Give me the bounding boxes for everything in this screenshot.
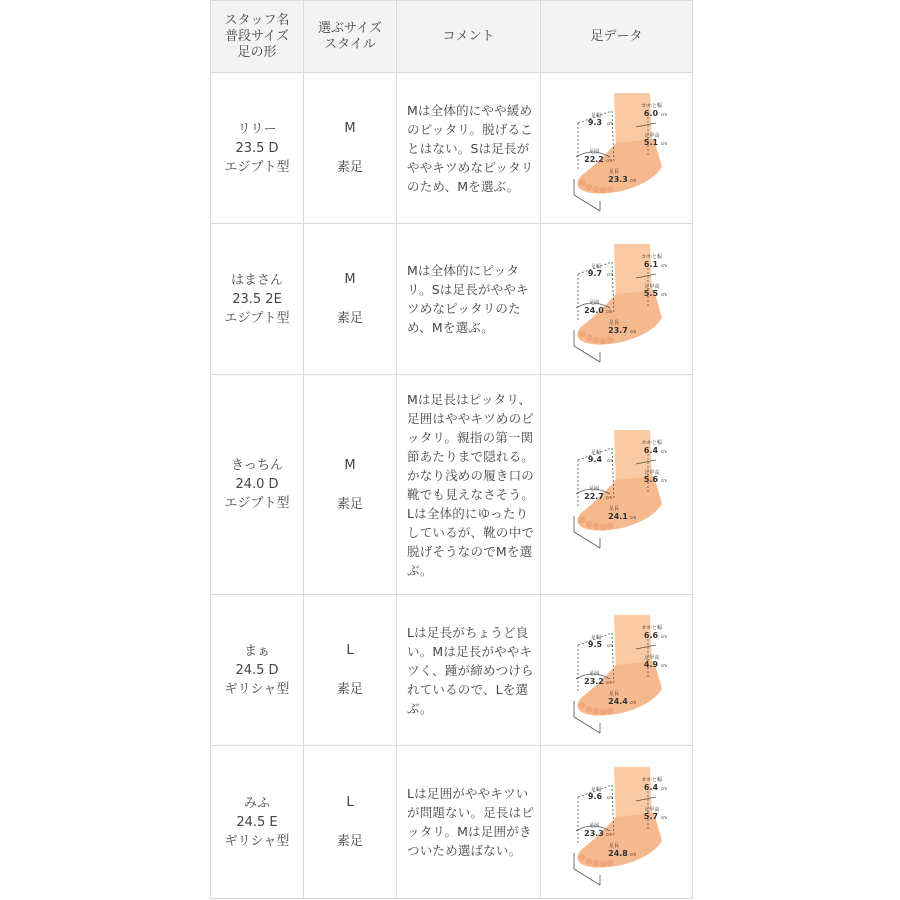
label-length-caption: 足長 [608,169,619,175]
foot-diagram [552,420,682,550]
toe-shape [592,337,599,344]
label-girth-caption: 足囲 [588,300,599,306]
usual-size: 24.5 D [235,662,279,678]
chosen-size: M [344,457,356,473]
guide-line [574,346,600,362]
label-instep-caption: 足甲高 [643,469,660,476]
unit-label: cm [660,141,667,146]
label-foot-width-caption: 足幅 [590,449,601,456]
unit-label: cm [660,786,667,791]
comment-text: Mは全体的にピッタリ。Sは足長がややキツめなピッタリのため、Mを選ぶ。 [407,263,529,335]
value-instep-height: 5.7 [643,812,658,821]
value-heel-width: 6.4 [643,783,658,792]
foot-shape: ギリシャ型 [224,681,290,697]
staff-cell [211,73,304,224]
foot-data-cell [541,375,693,595]
label-girth-caption: 足囲 [588,823,599,829]
usual-size: 23.5 2E [232,291,282,307]
foot-diagram [552,605,682,735]
value-girth: 24.0 [583,306,604,315]
unit-label: cm [605,309,612,314]
usual-size: 24.0 D [235,477,279,492]
label-girth-caption: 足囲 [588,671,599,677]
staff-name: リリー [237,121,277,137]
comment-cell [397,595,541,746]
toe-shape [599,187,606,194]
toe-shape [578,180,585,187]
value-heel-width: 6.4 [643,445,658,455]
foot-data-cell [541,595,693,746]
staff-cell [211,746,304,899]
unit-label: cm [660,292,667,297]
unit-label: cm [629,329,636,334]
unit-label: cm [660,448,667,454]
value-instep-height: 5.6 [643,474,658,484]
toe-shape [592,186,599,193]
table-row [211,73,693,224]
unit-label: cm [606,795,613,800]
toe-shape [606,708,613,715]
foot-diagram [552,234,682,364]
header-staff [211,1,304,73]
label-length-caption: 足長 [608,691,619,697]
value-foot-width: 9.3 [587,118,602,127]
style: 素足 [336,496,363,512]
table-row [211,375,693,595]
toe-shape [585,858,592,865]
comment-cell [397,375,541,595]
chosen-size: M [344,121,356,136]
staff-cell [211,595,304,746]
comment-cell [397,224,541,375]
toe-shape [599,338,606,345]
size-style-cell [304,746,397,899]
label-foot-width-caption: 足幅 [590,787,601,793]
toe-shape [606,522,613,529]
foot-diagram [552,83,682,213]
toe-shape [606,186,613,193]
value-foot-width: 9.7 [587,269,602,278]
toe-shape [578,854,585,861]
value-heel-width: 6.6 [643,631,658,640]
header-foot-data: 足データ [541,1,693,73]
style: 素足 [336,311,363,326]
unit-label: cm [605,680,612,685]
unit-label: cm [629,514,636,520]
foot-shape: エジプト型 [224,496,290,511]
label-foot-width-caption: 足幅 [590,264,601,270]
header-style: スタイル [324,36,376,52]
comment-text: Lは足囲がややキツいが問題ない。足長はピッタリ。Mは足囲がきついため選ばない。 [407,786,535,858]
value-foot-width: 9.6 [587,792,602,801]
chosen-size: M [344,272,356,287]
header-comment: コメント [397,1,541,73]
table-row [211,746,693,899]
label-heel-width-caption: かかと幅 [641,254,662,260]
unit-label: cm [660,263,667,268]
toe-shape [585,520,592,527]
toe-shape [592,708,599,715]
usual-size: 24.5 E [236,814,278,830]
unit-label: cm [629,700,636,705]
value-instep-height: 5.5 [643,289,658,298]
value-girth: 22.2 [583,155,604,164]
style: 素足 [336,834,363,849]
label-instep-caption: 足甲高 [643,284,660,290]
header-staff-name: スタッフ名 [224,12,290,28]
toe-shape [578,331,585,338]
unit-label: cm [606,121,613,126]
toe-shape [599,709,606,716]
label-girth-caption: 足囲 [588,485,599,492]
toe-shape [578,702,585,709]
unit-label: cm [660,815,667,820]
unit-label: cm [660,112,667,117]
label-foot-width-caption: 足幅 [590,113,601,119]
staff-name: まぁ [243,643,270,659]
label-length-caption: 足長 [608,843,619,849]
foot-data-cell [541,746,693,899]
foot-data-cell [541,73,693,224]
comment-text: Mは足長はピッタリ、足囲はややキツめのピッタリ。親指の第一関節あたりまで隠れる。かなり浅めの履き口の靴でも見えなさそう。Lは全体的にゆったりしているが、靴の中で脱げそうなのでMを選ぶ。 [407,391,535,578]
foot-diagram [552,757,682,887]
unit-label: cm [660,634,667,639]
value-instep-height: 5.1 [643,138,658,147]
value-length: 24.8 [607,849,628,858]
staff-cell [211,375,304,595]
value-foot-width: 9.4 [587,454,602,464]
label-girth-caption: 足囲 [588,149,599,155]
staff-cell [211,224,304,375]
label-instep-caption: 足甲高 [643,807,660,813]
size-style-cell [304,375,397,595]
size-table-container [210,0,690,899]
label-heel-width-caption: かかと幅 [641,625,662,631]
table-row [211,224,693,375]
guide-line [574,195,600,211]
comment-cell [397,73,541,224]
toe-shape [585,706,592,713]
guide-line [574,869,600,885]
foot-data-cell [541,224,693,375]
toe-shape [578,516,585,523]
label-heel-width-caption: かかと幅 [641,777,662,783]
label-length-caption: 足長 [608,505,619,512]
comment-text: Lは足長がちょうど良い。Mは足長がややキツく、踵が締めつけられているので、Lを選ぶ。 [407,624,534,716]
label-instep-caption: 足甲高 [643,655,660,661]
toe-shape [592,522,599,529]
unit-label: cm [605,832,612,837]
size-style-cell [304,73,397,224]
value-heel-width: 6.1 [643,260,658,269]
chosen-size: L [346,643,354,658]
unit-label: cm [606,457,613,463]
toe-shape [585,335,592,342]
comment-text: Mは全体的にやや緩めのピッタリ。脱げることはない。Sは足長がややキツめなピッタリのため、Mを選ぶ。 [407,102,534,194]
header-chosen-size: 選ぶサイズ [318,20,382,36]
chosen-size: L [346,795,354,810]
header-row [211,1,693,73]
value-heel-width: 6.0 [643,109,658,118]
staff-name: みふ [243,795,270,811]
label-length-caption: 足長 [608,320,619,326]
label-heel-width-caption: かかと幅 [641,103,662,109]
usual-size: 23.5 D [235,140,279,156]
staff-name: はまさん [230,272,283,288]
header-foot-shape: 足の形 [237,44,277,60]
value-length: 23.7 [607,326,628,335]
value-length: 24.1 [607,511,628,521]
size-style-cell [304,224,397,375]
unit-label: cm [606,643,613,648]
staff-name: きっちん [230,458,283,473]
style: 素足 [336,160,363,175]
guide-line [574,532,600,548]
toe-shape [606,860,613,867]
value-length: 23.3 [607,175,628,184]
value-foot-width: 9.5 [587,640,602,649]
foot-shape: エジプト型 [224,159,290,175]
unit-label: cm [605,494,612,500]
size-style-cell [304,595,397,746]
toe-shape [585,184,592,191]
unit-label: cm [629,178,636,183]
toe-shape [599,861,606,868]
toe-shape [606,337,613,344]
value-length: 24.4 [607,697,628,706]
value-girth: 22.7 [583,491,604,501]
foot-shape: ギリシャ型 [224,833,290,849]
toe-shape [592,860,599,867]
toe-shape [599,523,606,530]
foot-shape: エジプト型 [224,310,290,326]
style: 素足 [336,682,363,697]
value-instep-height: 4.9 [643,660,658,669]
value-girth: 23.3 [583,829,604,838]
value-girth: 23.2 [583,677,604,686]
label-foot-width-caption: 足幅 [590,635,601,641]
unit-label: cm [605,158,612,163]
guide-line [574,717,600,733]
header-size-style [304,1,397,73]
table-row [211,595,693,746]
header-usual-size: 普段サイズ [225,28,289,44]
label-heel-width-caption: かかと幅 [641,439,662,446]
unit-label: cm [629,852,636,857]
unit-label: cm [660,663,667,668]
unit-label: cm [606,272,613,277]
label-instep-caption: 足甲高 [643,133,660,139]
size-table [210,0,693,899]
unit-label: cm [660,477,667,483]
comment-cell [397,746,541,899]
